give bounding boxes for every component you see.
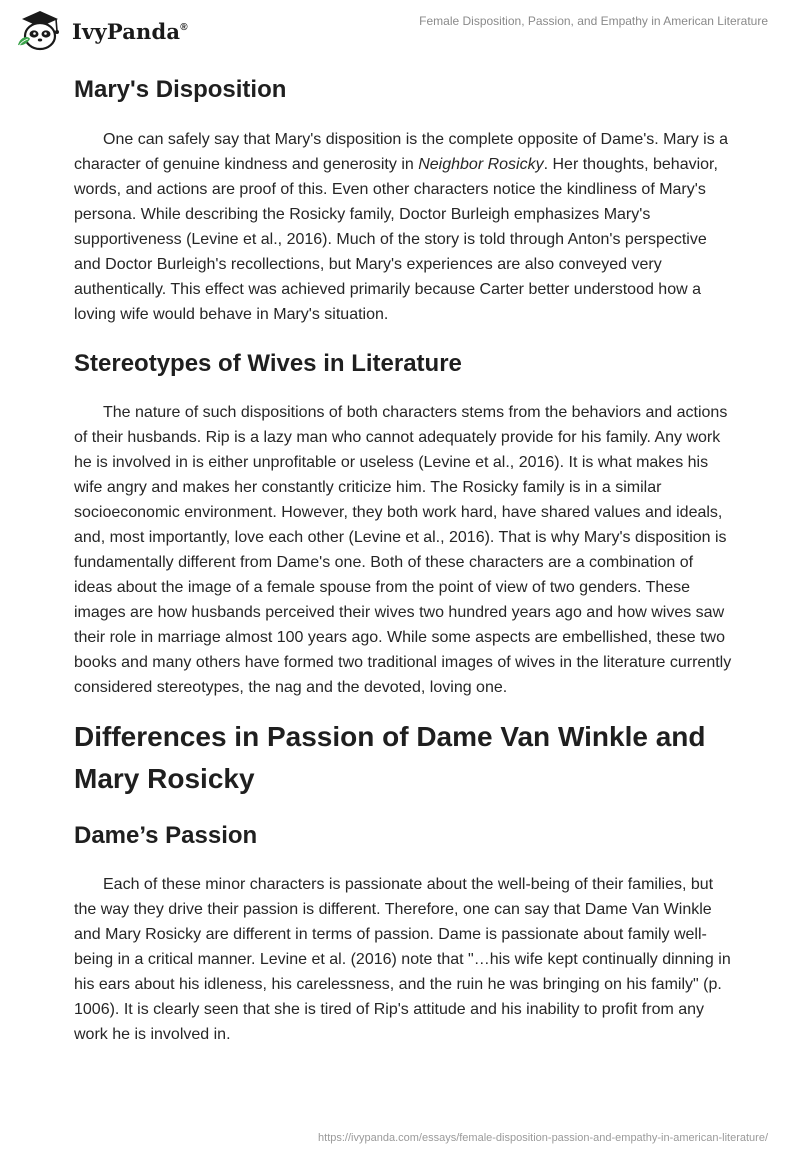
paragraph-stereotypes-of-wives: The nature of such dispositions of both characters stems from the behaviors and actions of their husbands. Rip is a lazy man who cannot adequately provide for his family. Any work he is involved in is either unprofitable or useless (Levine et al., 2016). It is what makes his wife angry and makes her constantly criticize him. The Rosicky family is in a similar socioeconomic environment. However, they both work hard, have shared values and ideals, and, most importantly, love each other (Levine et al., 2016). That is why Mary's disposition is fundamentally different from Dame's one. Both of these characters are a combination of ideas about the image of a female spouse from the point of view of two genders. These images are how husbands perceived their wives two hundred years ago and how wives saw their role in marriage almost 100 years ago. While some aspects are embellished, these two books and many others have formed two traditional images of wives in the literature currently considered stereotypes, the nag and the devoted, loving one. xyxy=(74,404,732,696)
paragraph-marys-disposition: One can safely say that Mary's disposition is the complete opposite of Dame's. Mary is a character of genuine kindness and generosity in Neighbor Rosicky. Her thoughts, behavior, words, and actions are proof of this. Even other characters notice the kindliness of Mary's persona. While describing the Rosicky family, Doctor Burleigh emphasizes Mary's supportiveness (Levine et al., 2016). Much of the story is told through Anton's perspective and Doctor Burleigh's recollections, but Mary's experiences are also conveyed very authentically. This effect was achieved primarily because Carter better understood how a loving wife would behave in Mary's situation. xyxy=(74,131,729,323)
heading-differences-in-passion: Differences in Passion of Dame Van Winkle and Mary Rosicky xyxy=(74,721,706,794)
document-title: Female Disposition, Passion, and Empathy in American Literature xyxy=(419,14,768,28)
heading-dames-passion: Dame’s Passion xyxy=(74,822,258,849)
paragraph-dames-passion: Each of these minor characters is passionate about the well-being of their families, but the way they drive their passion is different. Therefore, one can say that Dame Van Winkle and Mary Rosicky are different in terms of passion. Dame is passionate about family well-being in a critical manner. Levine et al. (2016) note that "…his wife kept continually dinning in his ears about his idleness, his carelessness, and the ruin he was bringing on his family" (p. 1006). It is clearly seen that she is tired of Rip's attitude and his inability to profit from any work he is involved in. xyxy=(74,876,731,1043)
page-header xyxy=(0,0,800,60)
ivypanda-logo[interactable] xyxy=(14,9,188,53)
heading-stereotypes-of-wives: Stereotypes of Wives in Literature xyxy=(74,350,462,377)
heading-marys-disposition: Mary's Disposition xyxy=(74,76,287,103)
registered-mark: ® xyxy=(180,21,188,33)
source-url[interactable]: https://ivypanda.com/essays/female-disposition-passion-and-empathy-in-american-literature/ xyxy=(318,1132,768,1144)
panda-graduation-cap-icon xyxy=(14,9,66,53)
article-body xyxy=(74,70,734,1047)
book-title-neighbor-rosicky: Neighbor Rosicky xyxy=(418,156,544,173)
logo-wordmark: IvyPanda® xyxy=(72,18,188,44)
